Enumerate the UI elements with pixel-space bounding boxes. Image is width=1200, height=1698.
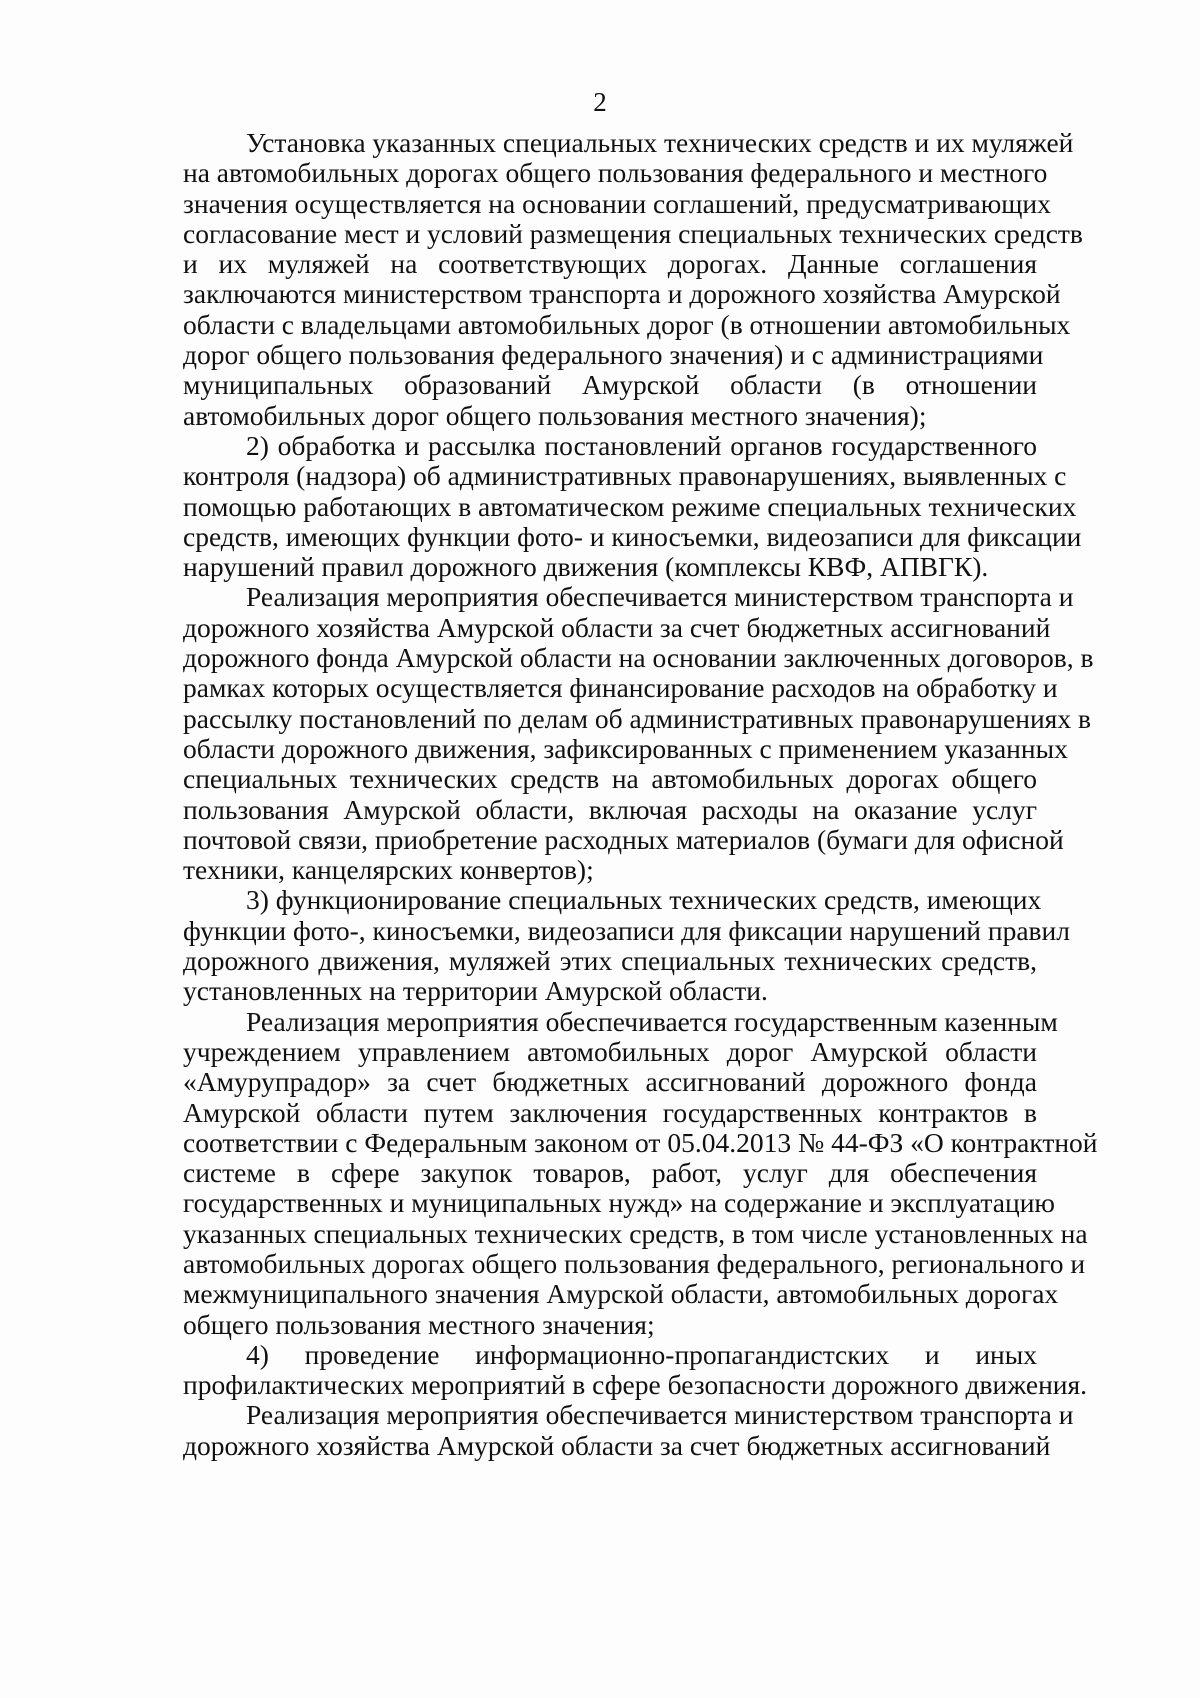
text-line: системе в сфере закупок товаров, работ, услуг для обеспечения bbox=[183, 1157, 1037, 1189]
text-line: помощью работающих в автоматическом режиме специальных технических bbox=[183, 490, 1077, 522]
text-line: на автомобильных дорогах общего пользования федерального и местного bbox=[183, 157, 1048, 189]
text-line: Реализация мероприятия обеспечивается государственным казенным bbox=[246, 1005, 1058, 1037]
text-line: согласование мест и условий размещения специальных технических средств bbox=[183, 217, 1083, 249]
text-line: общего пользования местного значения; bbox=[183, 1308, 655, 1340]
text-line: и их муляжей на соответствующих дорогах. Данные соглашения bbox=[183, 248, 1037, 280]
text-line: профилактических мероприятий в сфере безопасности дорожного движения. bbox=[183, 1369, 1088, 1401]
text-line: дорожного движения, муляжей этих специальных технических средств, bbox=[183, 945, 1037, 977]
text-line: 3) функционирование специальных технических средств, имеющих bbox=[246, 884, 1042, 916]
text-line: рамках которых осуществляется финансирование расходов на обработку и bbox=[183, 672, 1058, 704]
text-line: пользования Амурской области, включая расходы на оказание услуг bbox=[183, 793, 1037, 825]
text-line: соответствии с Федеральным законом от 05.04.2013 № 44-ФЗ «О контрактной bbox=[183, 1126, 1098, 1158]
page-number: 2 bbox=[593, 87, 607, 117]
text-line: установленных на территории Амурской области. bbox=[183, 975, 768, 1007]
text-line: государственных и муниципальных нужд» на содержание и эксплуатацию bbox=[183, 1187, 1055, 1219]
text-line: автомобильных дорогах общего пользования федерального, регионального и bbox=[183, 1247, 1086, 1279]
text-line: межмуниципального значения Амурской области, автомобильных дорогах bbox=[183, 1278, 1059, 1310]
text-line: техники, канцелярских конвертов); bbox=[183, 854, 594, 886]
text-line: области с владельцами автомобильных дорог (в отношении автомобильных bbox=[183, 308, 1071, 340]
text-line: нарушений правил дорожного движения (комплексы КВФ, АПВГК). bbox=[183, 551, 989, 583]
text-line: заключаются министерством транспорта и дорожного хозяйства Амурской bbox=[183, 278, 1061, 310]
text-line: дорожного фонда Амурской области на основании заключенных договоров, в bbox=[183, 642, 1094, 674]
text-line: специальных технических средств на автомобильных дорогах общего bbox=[183, 763, 1037, 795]
text-line: средств, имеющих функции фото- и киносъемки, видеозаписи для фиксации bbox=[183, 520, 1082, 552]
text-line: дорожного хозяйства Амурской области за счет бюджетных ассигнований bbox=[183, 1429, 1051, 1461]
text-line: дорожного хозяйства Амурской области за счет бюджетных ассигнований bbox=[183, 611, 1051, 643]
text-line: значения осуществляется на основании соглашений, предусматривающих bbox=[183, 187, 1051, 219]
document-body bbox=[183, 127, 1098, 1461]
text-line: Реализация мероприятия обеспечивается министерством транспорта и bbox=[246, 581, 1074, 613]
text-line: функции фото-, киносъемки, видеозаписи для фиксации нарушений правил bbox=[183, 914, 1070, 946]
text-line: Реализация мероприятия обеспечивается министерством транспорта и bbox=[246, 1399, 1074, 1431]
text-line: муниципальных образований Амурской области (в отношении bbox=[183, 369, 1037, 401]
text-line: «Амурупрадор» за счет бюджетных ассигнований дорожного фонда bbox=[183, 1066, 1037, 1098]
text-line: дорог общего пользования федерального значения) и с администрациями bbox=[183, 339, 1044, 371]
text-line: Установка указанных специальных технических средств и их муляжей bbox=[246, 127, 1074, 158]
text-line: рассылку постановлений по делам об административных правонарушениях в bbox=[183, 702, 1091, 734]
text-line: учреждением управлением автомобильных дорог Амурской области bbox=[183, 1035, 1037, 1067]
text-line: указанных специальных технических средств, в том числе установленных на bbox=[183, 1217, 1088, 1249]
text-line: Амурской области путем заключения государственных контрактов в bbox=[183, 1096, 1037, 1128]
text-line: контроля (надзора) об административных правонарушениях, выявленных с bbox=[183, 460, 1067, 492]
text-line: 2) обработка и рассылка постановлений органов государственного bbox=[246, 429, 1037, 461]
text-line: 4) проведение информационно-пропагандистских и иных bbox=[246, 1338, 1037, 1370]
text-line: автомобильных дорог общего пользования местного значения); bbox=[183, 399, 927, 431]
text-line: области дорожного движения, зафиксированных с применением указанных bbox=[183, 732, 1068, 764]
text-line: почтовой связи, приобретение расходных материалов (бумаги для офисной bbox=[183, 823, 1064, 855]
